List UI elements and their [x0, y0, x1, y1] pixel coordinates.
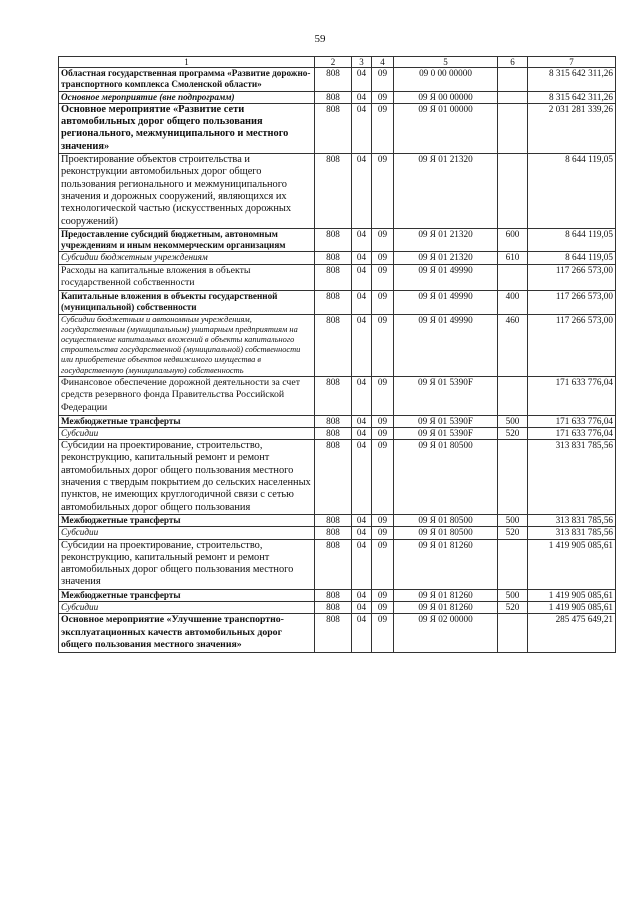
- row-name: Межбюджетные трансферты: [59, 589, 315, 601]
- row-name: Субсидии на проектирование, строительство, реконструкцию, капитальный ремонт и ремонт автомобильных дорог общего пользования местного значения: [59, 539, 315, 589]
- row-expense-type: 610: [498, 252, 528, 264]
- row-ministry-code: 808: [315, 228, 352, 252]
- row-subsection: 09: [372, 415, 394, 427]
- row-subsection: 09: [372, 376, 394, 415]
- row-target-article: 09 Я 01 49990: [394, 290, 498, 314]
- row-name: Субсидии на проектирование, строительство, реконструкцию, капитальный ремонт и ремонт автомобильных дорог общего пользования местного значения с твердым покрытием до сельских населенных пунктов, не имеющих круглогодичной связи с сетью автомобильных дорог общего пользования: [59, 440, 315, 515]
- row-target-article: 09 Я 01 80500: [394, 527, 498, 539]
- row-amount: 8 644 119,05: [528, 252, 616, 264]
- row-ministry-code: 808: [315, 314, 352, 376]
- row-amount: 2 031 281 339,26: [528, 103, 616, 153]
- table-row: [59, 228, 616, 252]
- row-ministry-code: 808: [315, 527, 352, 539]
- row-subsection: 09: [372, 514, 394, 526]
- row-name: Предоставление субсидий бюджетным, автономным учреждениям и иным некоммерческим организациям: [59, 228, 315, 252]
- row-section: 04: [352, 440, 372, 515]
- row-subsection: 09: [372, 252, 394, 264]
- row-amount: 313 831 785,56: [528, 440, 616, 515]
- row-subsection: 09: [372, 91, 394, 103]
- row-target-article: 09 Я 01 81260: [394, 601, 498, 613]
- row-target-article: 09 Я 01 5390F: [394, 376, 498, 415]
- row-target-article: 09 Я 00 00000: [394, 91, 498, 103]
- row-section: 04: [352, 228, 372, 252]
- header-col-4: 4: [372, 57, 394, 68]
- table-row: [59, 103, 616, 153]
- table-row: [59, 601, 616, 613]
- row-target-article: 09 Я 01 21320: [394, 252, 498, 264]
- row-subsection: 09: [372, 103, 394, 153]
- row-ministry-code: 808: [315, 91, 352, 103]
- row-expense-type: [498, 614, 528, 653]
- row-expense-type: 520: [498, 601, 528, 613]
- table-row: [59, 264, 616, 290]
- row-name: Расходы на капитальные вложения в объекты государственной собственности: [59, 264, 315, 290]
- row-target-article: 09 Я 01 80500: [394, 514, 498, 526]
- row-subsection: 09: [372, 314, 394, 376]
- row-expense-type: [498, 539, 528, 589]
- header-col-7: 7: [528, 57, 616, 68]
- table-row: [59, 252, 616, 264]
- table-row: [59, 427, 616, 439]
- row-ministry-code: 808: [315, 154, 352, 229]
- row-name: Субсидии бюджетным учреждениям: [59, 252, 315, 264]
- row-ministry-code: 808: [315, 264, 352, 290]
- row-target-article: 09 Я 01 49990: [394, 314, 498, 376]
- row-subsection: 09: [372, 527, 394, 539]
- row-expense-type: [498, 103, 528, 153]
- row-amount: 8 644 119,05: [528, 228, 616, 252]
- row-expense-type: [498, 376, 528, 415]
- row-ministry-code: 808: [315, 68, 352, 92]
- row-section: 04: [352, 539, 372, 589]
- row-subsection: 09: [372, 614, 394, 653]
- header-col-6: 6: [498, 57, 528, 68]
- row-subsection: 09: [372, 601, 394, 613]
- row-expense-type: [498, 440, 528, 515]
- row-section: 04: [352, 91, 372, 103]
- row-name: Финансовое обеспечение дорожной деятельности за счет средств резервного фонда Правительства Российской Федерации: [59, 376, 315, 415]
- row-ministry-code: 808: [315, 440, 352, 515]
- row-section: 04: [352, 154, 372, 229]
- row-name: Межбюджетные трансферты: [59, 415, 315, 427]
- row-amount: 8 315 642 311,26: [528, 91, 616, 103]
- row-subsection: 09: [372, 154, 394, 229]
- table-row: [59, 539, 616, 589]
- budget-table: [58, 56, 616, 653]
- row-name: Субсидии бюджетным и автономным учреждениям, государственным (муниципальным) унитарным предприятиям на осуществление капитальных вложений в объекты капитального строительства государственной (муниципальной) собственности или приобретение объектов недвижимого имущества в государственную (муниципальную) собственность: [59, 314, 315, 376]
- row-subsection: 09: [372, 539, 394, 589]
- header-col-3: 3: [352, 57, 372, 68]
- header-col-5: 5: [394, 57, 498, 68]
- row-ministry-code: 808: [315, 427, 352, 439]
- row-target-article: 09 Я 01 81260: [394, 589, 498, 601]
- row-amount: 313 831 785,56: [528, 514, 616, 526]
- row-ministry-code: 808: [315, 601, 352, 613]
- header-col-2: 2: [315, 57, 352, 68]
- row-ministry-code: 808: [315, 252, 352, 264]
- row-subsection: 09: [372, 228, 394, 252]
- table-row: [59, 314, 616, 376]
- row-target-article: 09 Я 01 5390F: [394, 415, 498, 427]
- row-ministry-code: 808: [315, 514, 352, 526]
- row-subsection: 09: [372, 68, 394, 92]
- table-row: [59, 614, 616, 653]
- row-section: 04: [352, 264, 372, 290]
- table-row: [59, 514, 616, 526]
- row-amount: 171 633 776,04: [528, 427, 616, 439]
- table-row: [59, 527, 616, 539]
- row-name: Областная государственная программа «Развитие дорожно-транспортного комплекса Смоленской области»: [59, 68, 315, 92]
- row-section: 04: [352, 376, 372, 415]
- row-expense-type: 600: [498, 228, 528, 252]
- row-section: 04: [352, 527, 372, 539]
- row-amount: 1 419 905 085,61: [528, 589, 616, 601]
- table-row: [59, 415, 616, 427]
- row-amount: 117 266 573,00: [528, 314, 616, 376]
- row-name: Проектирование объектов строительства и реконструкции автомобильных дорог общего пользования регионального и межмуниципального значения и дорожных сооружений, являющихся их технологической частью (искусственных дорожных сооружений): [59, 154, 315, 229]
- row-section: 04: [352, 589, 372, 601]
- table-header-row: [59, 57, 616, 68]
- row-ministry-code: 808: [315, 290, 352, 314]
- row-name: Основное мероприятие «Улучшение транспортно-эксплуатационных качеств автомобильных дорог общего пользования местного значения»: [59, 614, 315, 653]
- row-section: 04: [352, 514, 372, 526]
- table-row: [59, 68, 616, 92]
- row-expense-type: 460: [498, 314, 528, 376]
- row-name: Основное мероприятие «Развитие сети автомобильных дорог общего пользования регионального, межмуниципального и местного значения»: [59, 103, 315, 153]
- row-section: 04: [352, 290, 372, 314]
- row-expense-type: [498, 154, 528, 229]
- row-expense-type: [498, 264, 528, 290]
- row-expense-type: 500: [498, 589, 528, 601]
- row-subsection: 09: [372, 427, 394, 439]
- row-target-article: 09 Я 01 21320: [394, 154, 498, 229]
- row-subsection: 09: [372, 440, 394, 515]
- row-expense-type: 500: [498, 514, 528, 526]
- row-amount: 8 315 642 311,26: [528, 68, 616, 92]
- table-row: [59, 440, 616, 515]
- row-ministry-code: 808: [315, 376, 352, 415]
- row-amount: 171 633 776,04: [528, 376, 616, 415]
- row-amount: 1 419 905 085,61: [528, 601, 616, 613]
- row-section: 04: [352, 68, 372, 92]
- row-expense-type: [498, 68, 528, 92]
- row-name: Субсидии: [59, 427, 315, 439]
- row-amount: 171 633 776,04: [528, 415, 616, 427]
- table-row: [59, 154, 616, 229]
- row-ministry-code: 808: [315, 415, 352, 427]
- row-target-article: 09 Я 01 80500: [394, 440, 498, 515]
- row-ministry-code: 808: [315, 589, 352, 601]
- table-row: [59, 376, 616, 415]
- row-name: Межбюджетные трансферты: [59, 514, 315, 526]
- row-ministry-code: 808: [315, 614, 352, 653]
- row-section: 04: [352, 252, 372, 264]
- header-col-1: 1: [59, 57, 315, 68]
- table-row: [59, 589, 616, 601]
- row-target-article: 09 Я 02 00000: [394, 614, 498, 653]
- row-expense-type: 400: [498, 290, 528, 314]
- row-amount: 1 419 905 085,61: [528, 539, 616, 589]
- row-amount: 117 266 573,00: [528, 290, 616, 314]
- row-target-article: 09 Я 01 00000: [394, 103, 498, 153]
- row-subsection: 09: [372, 264, 394, 290]
- row-amount: 313 831 785,56: [528, 527, 616, 539]
- row-target-article: 09 0 00 00000: [394, 68, 498, 92]
- row-expense-type: 520: [498, 427, 528, 439]
- row-amount: 117 266 573,00: [528, 264, 616, 290]
- row-section: 04: [352, 614, 372, 653]
- row-section: 04: [352, 415, 372, 427]
- row-section: 04: [352, 427, 372, 439]
- row-amount: 8 644 119,05: [528, 154, 616, 229]
- row-expense-type: 500: [498, 415, 528, 427]
- row-target-article: 09 Я 01 5390F: [394, 427, 498, 439]
- row-ministry-code: 808: [315, 539, 352, 589]
- table-row: [59, 290, 616, 314]
- row-section: 04: [352, 314, 372, 376]
- row-ministry-code: 808: [315, 103, 352, 153]
- row-name: Капитальные вложения в объекты государственной (муниципальной) собственности: [59, 290, 315, 314]
- row-name: Субсидии: [59, 527, 315, 539]
- row-subsection: 09: [372, 290, 394, 314]
- row-target-article: 09 Я 01 81260: [394, 539, 498, 589]
- row-amount: 285 475 649,21: [528, 614, 616, 653]
- page-number: 59: [314, 33, 326, 45]
- row-subsection: 09: [372, 589, 394, 601]
- row-section: 04: [352, 103, 372, 153]
- row-name: Субсидии: [59, 601, 315, 613]
- row-expense-type: [498, 91, 528, 103]
- row-section: 04: [352, 601, 372, 613]
- row-target-article: 09 Я 01 49990: [394, 264, 498, 290]
- row-name: Основное мероприятие (вне подпрограмм): [59, 91, 315, 103]
- row-target-article: 09 Я 01 21320: [394, 228, 498, 252]
- table-row: [59, 91, 616, 103]
- row-expense-type: 520: [498, 527, 528, 539]
